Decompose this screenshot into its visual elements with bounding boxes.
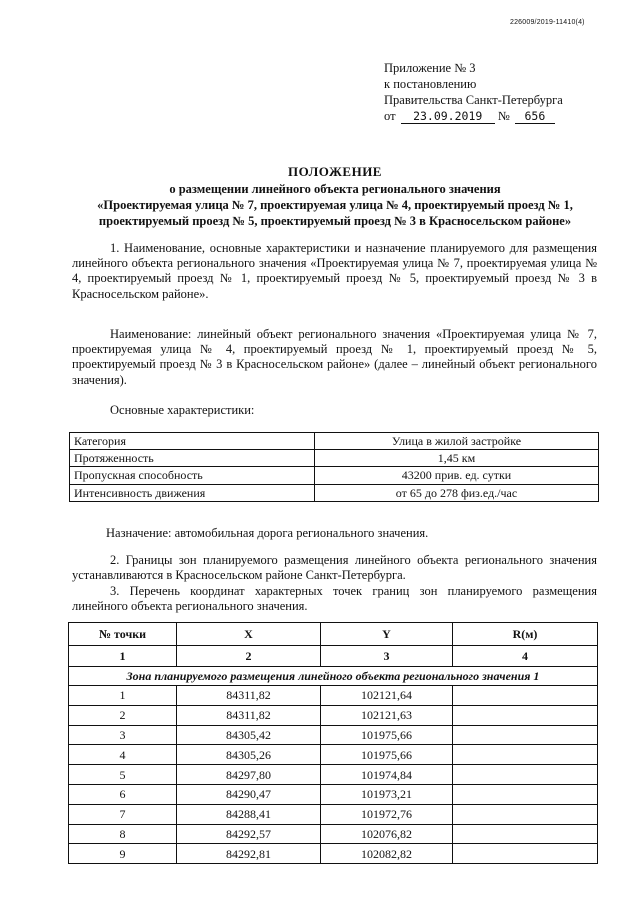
- point-radius: [453, 784, 598, 804]
- coordinates-table: [68, 622, 598, 864]
- characteristic-value: 43200 прив. ед. сутки: [315, 467, 599, 484]
- point-y: 101975,66: [321, 725, 453, 745]
- appendix-line-2: к постановлению: [384, 77, 477, 91]
- appendix-line-3: Правительства Санкт-Петербурга: [384, 93, 563, 107]
- header-x: X: [177, 623, 321, 646]
- point-y: 101975,66: [321, 745, 453, 765]
- point-radius: [453, 686, 598, 706]
- table-row: [70, 433, 599, 450]
- point-number: 5: [69, 765, 177, 785]
- table-row: [70, 484, 599, 501]
- characteristic-label: Интенсивность движения: [70, 484, 315, 501]
- characteristic-value: Улица в жилой застройке: [315, 433, 599, 450]
- point-y: 101974,84: [321, 765, 453, 785]
- header-radius: R(м): [453, 623, 598, 646]
- point-x: 84292,57: [177, 824, 321, 844]
- paragraph-2: 2. Границы зон планируемого размещения линейного объекта регионального значения устанавливаются в Красносельском районе Санкт-Петербурга.: [72, 553, 597, 583]
- table-row: [69, 725, 598, 745]
- paragraph-characteristics-label: Основные характеристики:: [110, 403, 255, 417]
- column-index: 1: [69, 646, 177, 667]
- point-number: 8: [69, 824, 177, 844]
- point-radius: [453, 725, 598, 745]
- point-number: 3: [69, 725, 177, 745]
- table-row: [69, 705, 598, 725]
- point-radius: [453, 765, 598, 785]
- point-y: 102082,82: [321, 844, 453, 864]
- table-row: [69, 765, 598, 785]
- title-heading: ПОЛОЖЕНИЕ: [288, 164, 382, 179]
- characteristic-value: 1,45 км: [315, 450, 599, 467]
- table-row: [70, 450, 599, 467]
- paragraph-3: 3. Перечень координат характерных точек границ зон планируемого размещения линейного объекта регионального значения.: [72, 584, 597, 614]
- point-radius: [453, 745, 598, 765]
- table-row: [69, 745, 598, 765]
- zone-title-row: [69, 667, 598, 686]
- point-radius: [453, 804, 598, 824]
- column-index-row: [69, 646, 598, 667]
- title-line-3: проектируемый проезд № 5, проектируемый проезд № 3 в Красносельском районе»: [98, 214, 572, 228]
- table-row: [69, 804, 598, 824]
- characteristic-label: Пропускная способность: [70, 467, 315, 484]
- appendix-date-line: [384, 108, 563, 124]
- table-row: [70, 467, 599, 484]
- number-prefix: №: [497, 109, 510, 123]
- document-title: [40, 164, 630, 229]
- point-x: 84311,82: [177, 686, 321, 706]
- paragraph-purpose: Назначение: автомобильная дорога регионального значения.: [106, 526, 429, 540]
- point-number: 9: [69, 844, 177, 864]
- header-point-number: № точки: [69, 623, 177, 646]
- appendix-number: 656: [515, 110, 555, 124]
- point-y: 101972,76: [321, 804, 453, 824]
- column-index: 4: [453, 646, 598, 667]
- title-line-2: «Проектируемая улица № 7, проектируемая улица № 4, проектируемый проезд № 1,: [97, 198, 573, 212]
- point-x: 84290,47: [177, 784, 321, 804]
- point-x: 84297,80: [177, 765, 321, 785]
- point-radius: [453, 844, 598, 864]
- table-header-row: [69, 623, 598, 646]
- point-x: 84305,42: [177, 725, 321, 745]
- point-x: 84311,82: [177, 705, 321, 725]
- table-row: [69, 824, 598, 844]
- zone-title: Зона планируемого размещения линейного объекта регионального значения 1: [69, 667, 598, 686]
- point-x: 84288,41: [177, 804, 321, 824]
- point-number: 6: [69, 784, 177, 804]
- table-row: [69, 844, 598, 864]
- point-number: 1: [69, 686, 177, 706]
- paragraph-1: 1. Наименование, основные характеристики и назначение планируемого для размещения линейного объекта регионального значения «Проектируемая улица № 7, проектируемая улица № 4, проектируемый проезд № 1, проектируемый проезд № 5, проектируемый проезд № 3 в Красносельском районе».: [72, 241, 597, 301]
- column-index: 2: [177, 646, 321, 667]
- document-code: 226009/2019-11410(4): [510, 19, 585, 26]
- characteristic-value: от 65 до 278 физ.ед./час: [315, 484, 599, 501]
- appendix-block: [384, 60, 563, 124]
- point-x: 84305,26: [177, 745, 321, 765]
- point-radius: [453, 705, 598, 725]
- appendix-line-1: Приложение № 3: [384, 61, 476, 75]
- point-number: 7: [69, 804, 177, 824]
- header-y: Y: [321, 623, 453, 646]
- point-number: 4: [69, 745, 177, 765]
- point-y: 102121,64: [321, 686, 453, 706]
- table-row: [69, 686, 598, 706]
- table-row: [69, 784, 598, 804]
- paragraph-name: Наименование: линейный объект регионального значения «Проектируемая улица № 7, проектируемая улица № 4, проектируемый проезд № 1, проектируемый проезд № 5, проектируемый проезд № 3 в Красносельском районе» (далее – линейный объект регионального значения).: [72, 327, 597, 387]
- title-line-1: о размещении линейного объекта регионального значения: [169, 182, 501, 196]
- point-radius: [453, 824, 598, 844]
- appendix-date: 23.09.2019: [401, 110, 495, 124]
- characteristic-label: Протяженность: [70, 450, 315, 467]
- point-y: 101973,21: [321, 784, 453, 804]
- point-x: 84292,81: [177, 844, 321, 864]
- point-y: 102121,63: [321, 705, 453, 725]
- date-prefix: от: [384, 109, 396, 123]
- point-y: 102076,82: [321, 824, 453, 844]
- characteristics-table: [69, 432, 599, 502]
- column-index: 3: [321, 646, 453, 667]
- characteristic-label: Категория: [70, 433, 315, 450]
- point-number: 2: [69, 705, 177, 725]
